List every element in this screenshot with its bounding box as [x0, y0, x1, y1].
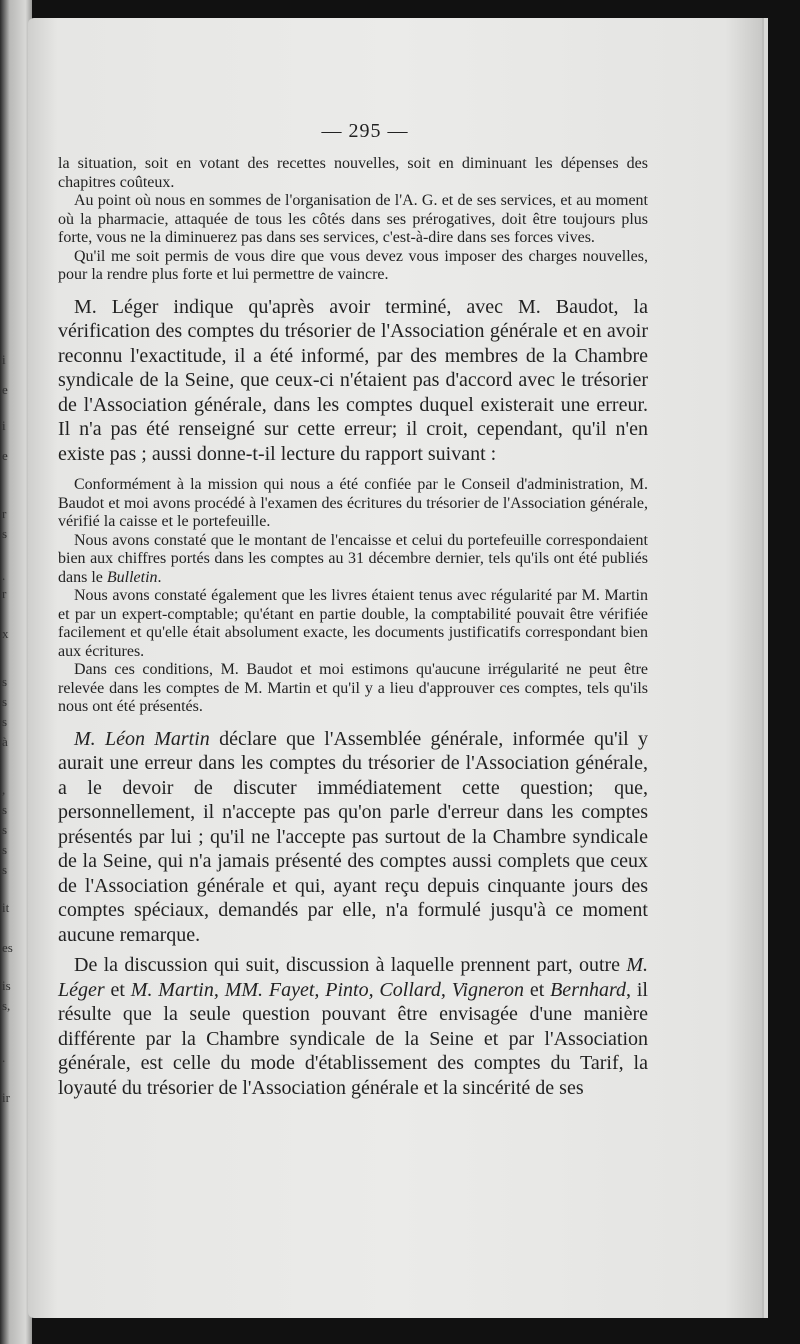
- report-text: Nous avons constaté que le montant de l'encaisse et celui du portefeuille correspondaient bien aux chiffres portés dans les comptes au 31 décembre dernier, tels qu'ils ont été publiés dans le: [58, 531, 648, 586]
- paragraph-leger: M. Léger indique qu'après avoir terminé, avec M. Baudot, la vérification des comptes du trésorier de l'Association générale et en avoir reconnu l'exactitude, il a été informé, par des membres de la Chambre syndicale de la Seine, que ceux-ci n'étaient pas d'accord avec le trésorier de l'Association générale, dans les comptes duquel existerait une erreur. Il n'a pas été renseigné sur cette erreur; il croit, cependant, qu'il n'en existe pas ; aussi donne-t-il lecture du rapport suivant :: [58, 295, 648, 465]
- margin-glyph: i: [2, 418, 6, 433]
- margin-glyph: .: [2, 568, 6, 583]
- speaker-names: M. Martin, MM. Fayet, Pinto, Collard, Vigneron: [130, 978, 524, 1001]
- margin-glyph: s: [2, 862, 8, 877]
- paragraph-charges: Qu'il me soit permis de vous dire que vous devez vous imposer des charges nouvelles, pour la rendre plus forte et lui permettre de vaincre.: [58, 247, 648, 283]
- report-paragraph-conclusion: Dans ces conditions, M. Baudot et moi estimons qu'aucune irrégularité ne peut être relevée dans les comptes de M. Martin et qu'il y a lieu d'approuver ces comptes, tels qu'ils nous ont été présentés.: [58, 661, 648, 715]
- report-paragraph-encaisse: [58, 532, 648, 588]
- margin-glyph: s: [2, 802, 8, 817]
- paragraph-organisation: Au point où nous en sommes de l'organisation de l'A. G. et de ses services, et au moment où la pharmacie, attaquée de tous les côtés dans ses prérogatives, doit être toujours plus forte, vous ne la diminuerez pas dans ses services, c'est-à-dire dans ses forces vives.: [58, 192, 648, 246]
- margin-glyph: à: [2, 734, 8, 749]
- page-number: — 295 —: [321, 120, 409, 142]
- margin-glyph: ir: [2, 1090, 10, 1105]
- margin-glyph: it: [2, 900, 10, 915]
- margin-glyph: e: [2, 448, 8, 463]
- margin-glyph: s,: [2, 998, 11, 1013]
- margin-glyph: r: [2, 506, 7, 521]
- margin-glyph: s: [2, 714, 8, 729]
- margin-glyph: s: [2, 526, 8, 541]
- margin-glyph: ,: [2, 782, 6, 797]
- paragraph-martin: [58, 727, 648, 948]
- margin-glyph: x: [2, 626, 9, 641]
- bulletin-title: Bulletin: [106, 568, 158, 586]
- paragraph-text: et: [104, 978, 131, 1001]
- paragraph-intro: la situation, soit en votant des recettes nouvelles, soit en diminuant les dépenses des chapitres coûteux.: [58, 155, 648, 191]
- margin-glyph: e: [2, 382, 8, 397]
- paragraph-text: , il résulte que la seule question pouvant être envisagée d'une manière différente par la Chambre syndicale de la Seine et par l'Association générale, est celle du mode d'établissement des comptes du Tarif, la loyauté du trésorier de l'Association générale et la sincérité de ses: [58, 978, 648, 1099]
- margin-glyph: s: [2, 674, 8, 689]
- margin-glyph: s: [2, 842, 8, 857]
- margin-glyph: i: [2, 352, 6, 367]
- margin-glyph: r: [2, 586, 7, 601]
- speaker-name: M. Léon Martin: [74, 727, 210, 750]
- report-paragraph-livres: Nous avons constaté également que les livres étaient tenus avec régularité par M. Martin et par un expert-comptable; qu'étant en partie double, la comptabilité pouvait être vérifiée facilement et qu'elle était absolument exacte, les documents justificatifs correspondant bien aux écritures.: [58, 587, 648, 660]
- speaker-name: Bernhard: [550, 978, 627, 1001]
- page-content: [58, 120, 648, 1100]
- facing-page-glyphs: [2, 0, 22, 1344]
- margin-glyph: s: [2, 822, 8, 837]
- margin-glyph: is: [2, 978, 11, 993]
- paragraph-discussion: [58, 953, 648, 1100]
- margin-glyph: .: [2, 1050, 6, 1065]
- margin-glyph: s: [2, 694, 8, 709]
- paragraph-text: déclare que l'Assemblée générale, informée qu'il y aurait une erreur dans les comptes du trésorier de l'Association générale, a le devoir de discuter immédiatement cette question; que, personnellement, il n'accepte pas qu'on parle d'erreur dans les comptes présentés par lui ; qu'il ne l'accepte pas surtout de la Chambre syndicale de la Seine, qui n'a jamais présenté des comptes aussi complets que ceux de l'Association générale et qui, ayant reçu depuis cinquante jours des comptes spéciaux, demandés par elle, n'a formulé jusqu'à ce moment aucune remarque.: [58, 727, 648, 946]
- report-text: .: [157, 568, 162, 586]
- speaker-name: M. Léger: [58, 954, 648, 1001]
- margin-glyph: es: [2, 940, 13, 955]
- report-paragraph-mission: Conformément à la mission qui nous a été confiée par le Conseil d'administration, M. Baudot et moi avons procédé à l'examen des écritures du trésorier de l'Association générale, vérifié la caisse et le portefeuille.: [58, 476, 648, 530]
- paragraph-text: De la discussion qui suit, discussion à laquelle prennent part, outre: [74, 954, 627, 976]
- paragraph-text: et: [523, 978, 551, 1001]
